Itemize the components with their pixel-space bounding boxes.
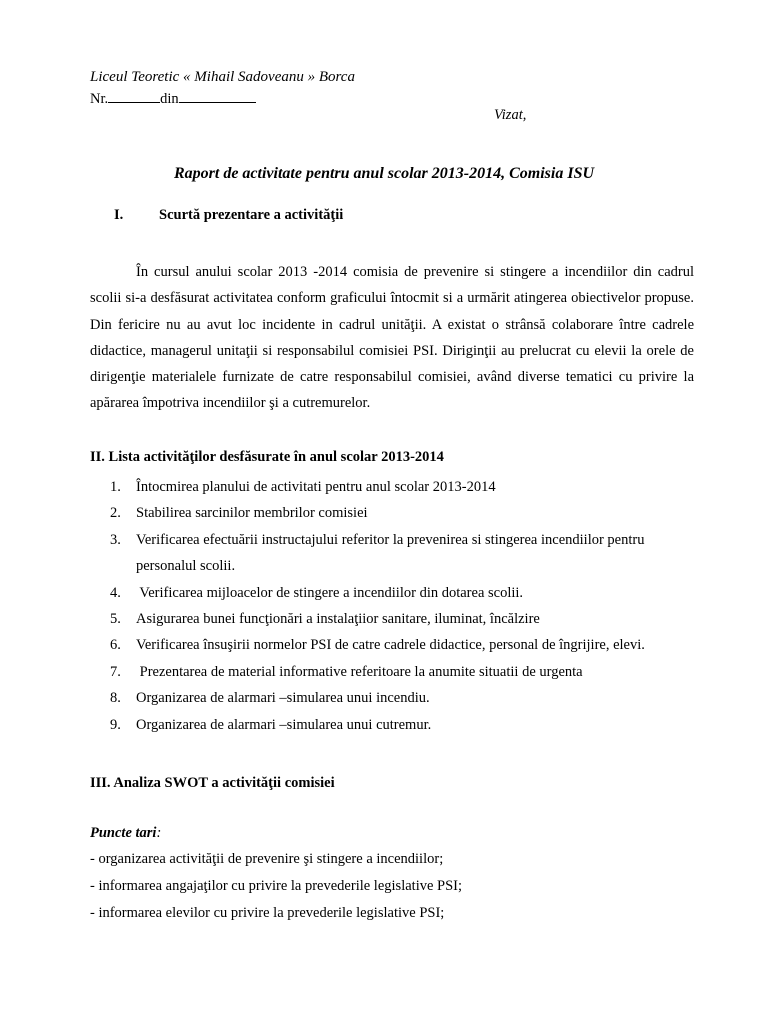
strength-item: - informarea elevilor cu privire la prevederile legislative PSI; [90, 905, 445, 921]
list-item [90, 606, 700, 632]
list-item-text: Organizarea de alarmari –simularea unui cutremur. [136, 716, 432, 733]
list-item-number: 3. [110, 531, 121, 548]
list-item [90, 685, 700, 711]
din-label: din [160, 91, 179, 107]
list-item-number: 5. [110, 611, 121, 628]
strength-item: - informarea angajaţilor cu privire la prevederile legislative PSI; [90, 878, 463, 894]
list-item-text: Stabilirea sarcinilor membrilor comisiei [136, 505, 368, 522]
list-item [90, 500, 700, 526]
list-item-number: 1. [110, 479, 121, 495]
list-item [90, 712, 700, 738]
strengths-heading [90, 824, 161, 842]
registration-line [90, 89, 256, 108]
section3-title: III. Analiza SWOT a activităţii comisiei [90, 775, 335, 791]
list-item-text: Asigurarea bunei funcţionări a instalaţiior sanitare, iluminat, încălzire [136, 611, 540, 628]
vizat-label: Vizat, [494, 107, 527, 123]
section1-paragraph: În cursul anului scolar 2013 -2014 comisia de prevenire si stingere a incendiilor din cadrul scolii si-a desfăsurat activitatea conform graficului întocmit si a urmărit atingerea obiectivelor propuse. Din fericire nu au avut loc incidente in cadrul unităţii. A existat o strânsă colaborare între cadrele didactice, managerul unitaţii si responsabilul comisiei PSI. Diriginţii au prelucrat cu elevii la orele de dirigenţie materialele furnizate de catre responsabilul comisiei, având diverse tematici cu privire la apărarea împotriva incendiilor şi a cutremurelor. [90, 264, 694, 412]
list-item-text: Verificarea mijloacelor de stingere a incendiilor din dotarea scolii. [136, 584, 524, 601]
list-item-text: Prezentarea de material informative referitoare la anumite situatii de urgenta [136, 663, 583, 680]
school-name: Liceul Teoretic « Mihail Sadoveanu » Borca [90, 69, 355, 85]
list-item-number: 2. [110, 505, 121, 522]
list-item-text: Verificarea însuşirii normelor PSI de catre cadrele didactice, personal de îngrijire, elevi. [136, 637, 645, 654]
list-item-number: 7. [110, 663, 121, 680]
section1-number: I. [114, 207, 124, 223]
list-item [90, 659, 700, 685]
list-item-text: Întocmirea planului de activitati pentru anul scolar 2013-2014 [136, 479, 496, 495]
list-item-number: 8. [110, 690, 121, 707]
list-item-text: Organizarea de alarmari –simularea unui incendiu. [136, 690, 430, 707]
strengths-label: Puncte tari [90, 825, 157, 841]
list-item-text: Verificarea efectuării instructajului referitor la prevenirea si stingerea incendiilor pentru personalul scolii. [136, 531, 645, 575]
section2-title: II. Lista activităţilor desfăsurate în anul scolar 2013-2014 [90, 449, 444, 465]
din-blank [179, 89, 256, 103]
nr-blank [108, 89, 160, 103]
list-item [90, 527, 700, 580]
list-item [90, 580, 700, 606]
strength-item: - organizarea activităţii de prevenire şi stingere a incendiilor; [90, 851, 444, 867]
strengths-colon: : [156, 825, 162, 841]
list-item [90, 474, 700, 500]
section1-title: Scurtă prezentare a activităţii [159, 207, 344, 223]
list-item [90, 632, 700, 658]
activities-list [90, 474, 700, 738]
page-title: Raport de activitate pentru anul scolar 2013-2014, Comisia ISU [173, 165, 595, 182]
nr-label: Nr. [90, 91, 109, 107]
list-item-number: 6. [110, 637, 121, 654]
list-item-number: 4. [110, 584, 121, 601]
list-item-number: 9. [110, 716, 121, 733]
